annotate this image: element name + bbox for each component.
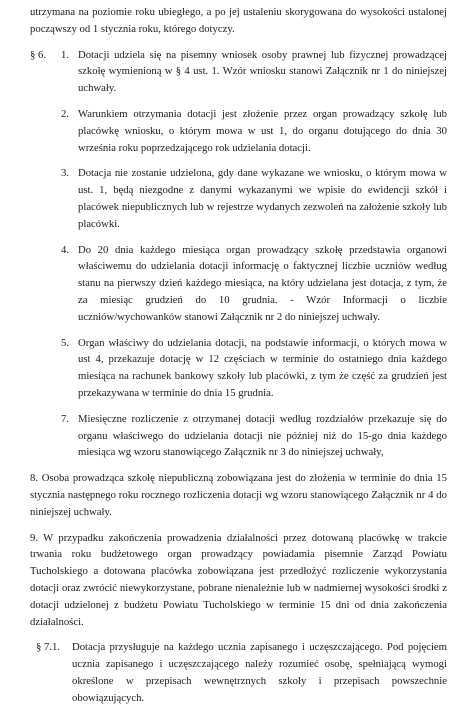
section-6-list bbox=[61, 47, 447, 462]
item-number: 4. bbox=[61, 243, 70, 256]
section-6-body bbox=[61, 47, 447, 471]
paragraph-8 bbox=[30, 470, 447, 520]
intro-paragraph: utrzymana na poziomie roku ubiegłego, a po jej ustaleniu skorygowana do wysokości ustalonej począwszy od 1 stycznia roku, którego dotyczy. bbox=[30, 6, 447, 35]
section-7-label: § 7.1. bbox=[36, 641, 61, 654]
section-6 bbox=[30, 47, 447, 471]
item-number: 1. bbox=[61, 48, 70, 61]
item-number: 5. bbox=[61, 336, 70, 349]
list-item bbox=[61, 165, 447, 232]
item-text: Dotacja nie zostanie udzielona, gdy dane wykazane we wniosku, o którym mowa w ust. 1, będą niezgodne z danymi wykazanymi we wpisie do ewidencji szkół i placówek niepublicznych lub w rejestrze wydanych zezwoleń na założenie szkoły lub placówki. bbox=[78, 167, 447, 230]
paragraph-9-text: W przypadku zakończenia prowadzenia działalności przez dotowaną placówkę w trakcie trwania roku budżetowego organ prowadzący powiadamia pisemnie Zarząd Powiatu Tucholskiego a dotowana placówka zobowiązana jest przedłożyć rozliczenie wykorzystania dotacji oraz zwrócić niewykorzystane, pobrane nienależnie lub w nadmiernej wysokości środki z dotacji udzielonej z budżetu Powiatu Tucholskiego w terminie 15 dni od dnia zakończenia działalności. bbox=[30, 531, 447, 628]
list-item bbox=[61, 106, 447, 156]
list-item bbox=[61, 47, 447, 97]
item-text: Miesięczne rozliczenie z otrzymanej dotacji według rozdziałów przekazuje się do organu właściwego do udzielania dotacji nie później niż do 15-go dnia każdego miesiąca wg wzoru stanowiącego Załącznik nr 3 do niniejszej uchwały, bbox=[78, 412, 447, 459]
list-item bbox=[61, 242, 447, 326]
paragraph-9 bbox=[30, 530, 447, 631]
item-text: Organ właściwy do udzielania dotacji, na podstawie informacji, o których mowa w ust 4, przekazuje dotację w 12 częściach w terminie do ostatniego dnia każdego miesiąca na rachunek bankowy szkoły lub placówki, z tym że część za grudzień jest przekazywana w terminie do dnia 15 grudnia. bbox=[78, 336, 447, 399]
paragraph-9-number: 9. bbox=[30, 531, 39, 544]
item-number: 2. bbox=[61, 107, 70, 120]
list-item bbox=[61, 335, 447, 402]
item-text: Dotacji udziela się na pisemny wniosek osoby prawnej lub fizycznej prowadzącej szkołę wymienioną w § 4 ust. 1. Wzór wniosku stanowi Załącznik nr 1 do niniejszej uchwały. bbox=[78, 48, 447, 95]
paragraph-8-text: Osoba prowadząca szkołę niepubliczną zobowiązana jest do złożenia w terminie do dnia 15 stycznia następnego roku rocznego rozliczenia dotacji wg wzoru stanowiącego Załącznik nr 4 do niniejszej uchwały. bbox=[30, 472, 447, 518]
item-number: 7. bbox=[61, 412, 70, 425]
section-6-label: § 6. bbox=[30, 48, 47, 61]
item-text: Do 20 dnia każdego miesiąca organ prowadzący szkołę przedstawia organowi właściwemu do udzielania dotacji informację o faktycznej liczbie uczniów według stanu na pierwszy dzień każdego miesiąca, na który udzielana jest dotacja, z tym, że za miesiąc grudzień do 10 grudnia. - Wzór Informacji o liczbie uczniów/wychowanków stanowi Załącznik nr 2 do niniejszej uchwały. bbox=[78, 243, 447, 323]
list-item bbox=[61, 411, 447, 461]
section-7 bbox=[30, 639, 447, 706]
paragraph-8-number: 8. bbox=[30, 472, 39, 485]
item-text: Warunkiem otrzymania dotacji jest złożenie przez organ prowadzący szkołę lub placówkę wniosku, o którym mowa w ust 1, do organu dotującego do dnia 30 września roku poprzedzającego rok udzielania dotacji. bbox=[78, 107, 447, 154]
section-7-text: Dotacja przysługuje na każdego ucznia zapisanego i uczęszczającego. Pod pojęciem ucznia zapisanego i uczęszczającego należy rozumieć osobę, spełniającą wymogi określone w przepisach wewnętrznych szkoły i przepisach powszechnie obowiązujących. bbox=[72, 641, 447, 704]
item-number: 3. bbox=[61, 167, 70, 180]
